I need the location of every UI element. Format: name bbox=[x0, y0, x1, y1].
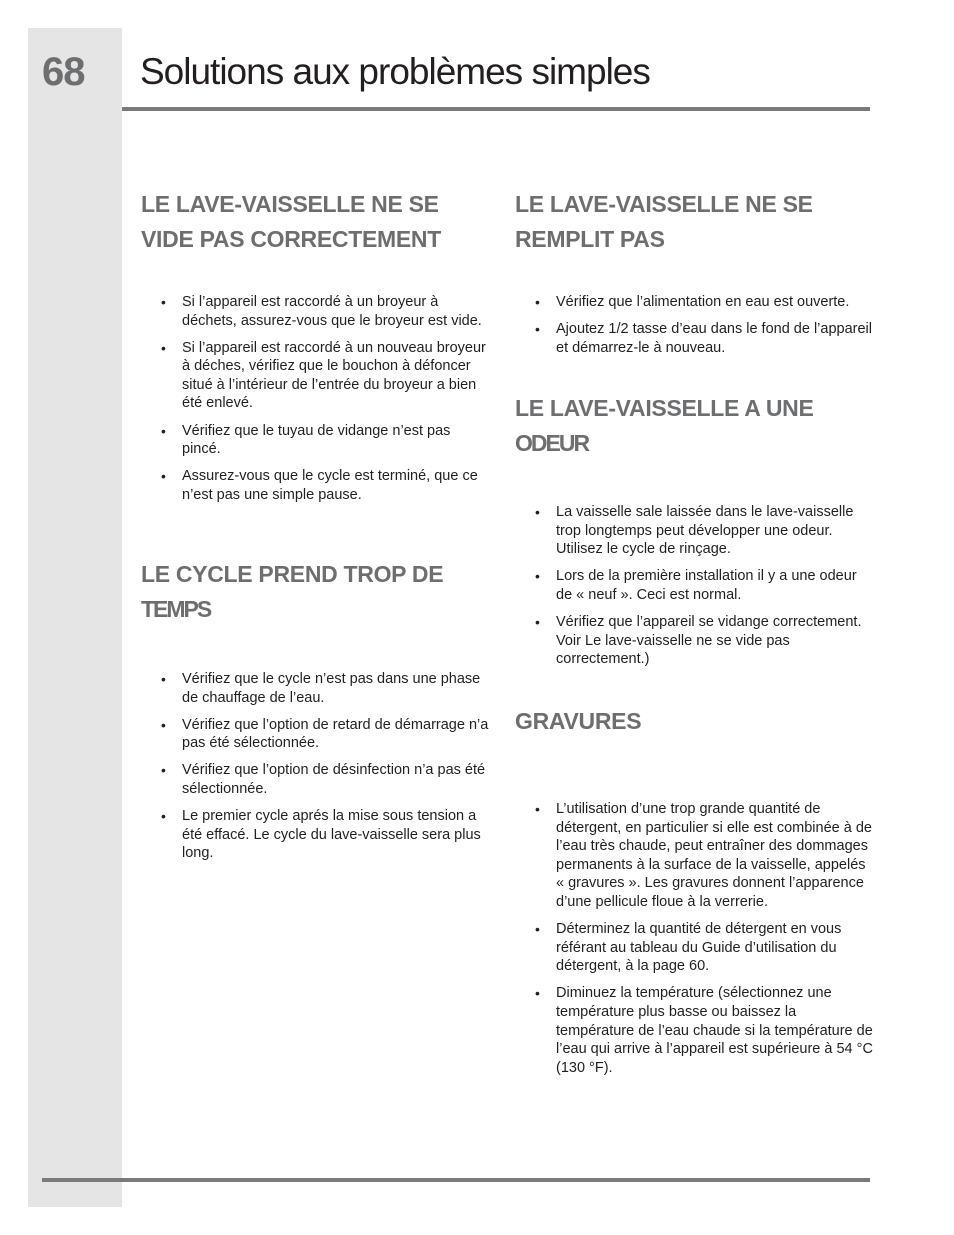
list-item: • Si l’appareil est raccordé à un broyeur à déchets, assurez-vous que le broyeur est vide. bbox=[141, 293, 491, 330]
section-heading-line: LE LAVE-VAISSELLE A UNE bbox=[515, 395, 814, 421]
list-item: • Déterminez la quantité de détergent en vous référant au tableau du Guide d’utilisation du détergent, à la page 60. bbox=[515, 920, 873, 976]
section-heading bbox=[141, 557, 491, 627]
section-cycle-time bbox=[141, 557, 491, 871]
section-heading-line: ODEUR bbox=[515, 430, 589, 456]
list-item: • Vérifiez que l’option de désinfection n’a pas été sélectionnée. bbox=[141, 761, 491, 798]
list-item: • La vaisselle sale laissée dans le lave-vaisselle trop longtemps peut développer une odeur. Utilisez le cycle de rinçage. bbox=[515, 503, 873, 559]
section-fill bbox=[515, 187, 873, 366]
bullet-list bbox=[515, 800, 873, 1077]
page-number: 68 bbox=[42, 50, 85, 94]
list-item: • Lors de la première installation il y a une odeur de « neuf ». Ceci est normal. bbox=[515, 567, 873, 604]
list-item: • Vérifiez que le tuyau de vidange n’est pas pincé. bbox=[141, 422, 491, 459]
bullet-list bbox=[515, 293, 873, 357]
section-odor bbox=[515, 391, 873, 677]
bullet-list bbox=[141, 670, 491, 863]
section-heading-line: LE LAVE-VAISSELLE NE SE bbox=[141, 191, 439, 217]
section-heading-line: GRAVURES bbox=[515, 708, 642, 734]
list-item: • Le premier cycle aprés la mise sous tension a été effacé. Le cycle du lave-vaisselle sera plus long. bbox=[141, 807, 491, 863]
bullet-list bbox=[141, 293, 491, 504]
section-heading-line: REMPLIT PAS bbox=[515, 226, 665, 252]
list-item: • Vérifiez que l’appareil se vidange correctement. Voir Le lave-vaisselle ne se vide pas correctement.) bbox=[515, 613, 873, 669]
section-heading bbox=[515, 391, 873, 461]
page-title: Solutions aux problèmes simples bbox=[140, 51, 650, 92]
section-heading-line: TEMPS bbox=[141, 596, 211, 622]
list-item: • Vérifiez que le cycle n’est pas dans une phase de chauffage de l’eau. bbox=[141, 670, 491, 707]
section-heading bbox=[515, 704, 873, 739]
section-heading-line: LE LAVE-VAISSELLE NE SE bbox=[515, 191, 813, 217]
section-etching bbox=[515, 704, 873, 1086]
list-item: • Diminuez la température (sélectionnez une température plus basse ou baissez la température de l’eau chaude si la température de l’eau qui arrive à l’appareil est supérieure à 54 °C (130 °F). bbox=[515, 984, 873, 1077]
section-heading bbox=[515, 187, 873, 257]
side-band bbox=[28, 28, 122, 1207]
section-heading bbox=[141, 187, 491, 257]
list-item: • L’utilisation d’une trop grande quantité de détergent, en particulier si elle est combinée à de l’eau très chaude, peut entraîner des dommages permanents à la surface de la vaisselle, appelés « gravures ». Les gravures donnent l’apparence d’une pellicule floue à la verrerie. bbox=[515, 800, 873, 912]
list-item: • Si l’appareil est raccordé à un nouveau broyeur à déches, vérifiez que le bouchon à défoncer situé à l’intérieur de l’entrée du broyeur a bien été enlevé. bbox=[141, 339, 491, 413]
section-heading-line: LE CYCLE PREND TROP DE bbox=[141, 561, 444, 587]
list-item: • Vérifiez que l’option de retard de démarrage n’a pas été sélectionnée. bbox=[141, 716, 491, 753]
bullet-list bbox=[515, 503, 873, 669]
section-drain bbox=[141, 187, 491, 513]
list-item: • Vérifiez que l’alimentation en eau est ouverte. bbox=[515, 293, 873, 312]
list-item: • Assurez-vous que le cycle est terminé, que ce n’est pas une simple pause. bbox=[141, 467, 491, 504]
header-divider bbox=[122, 107, 870, 111]
list-item: • Ajoutez 1/2 tasse d’eau dans le fond de l’appareil et démarrez-le à nouveau. bbox=[515, 320, 873, 357]
section-heading-line: VIDE PAS CORRECTEMENT bbox=[141, 226, 441, 252]
footer-divider bbox=[42, 1178, 870, 1182]
